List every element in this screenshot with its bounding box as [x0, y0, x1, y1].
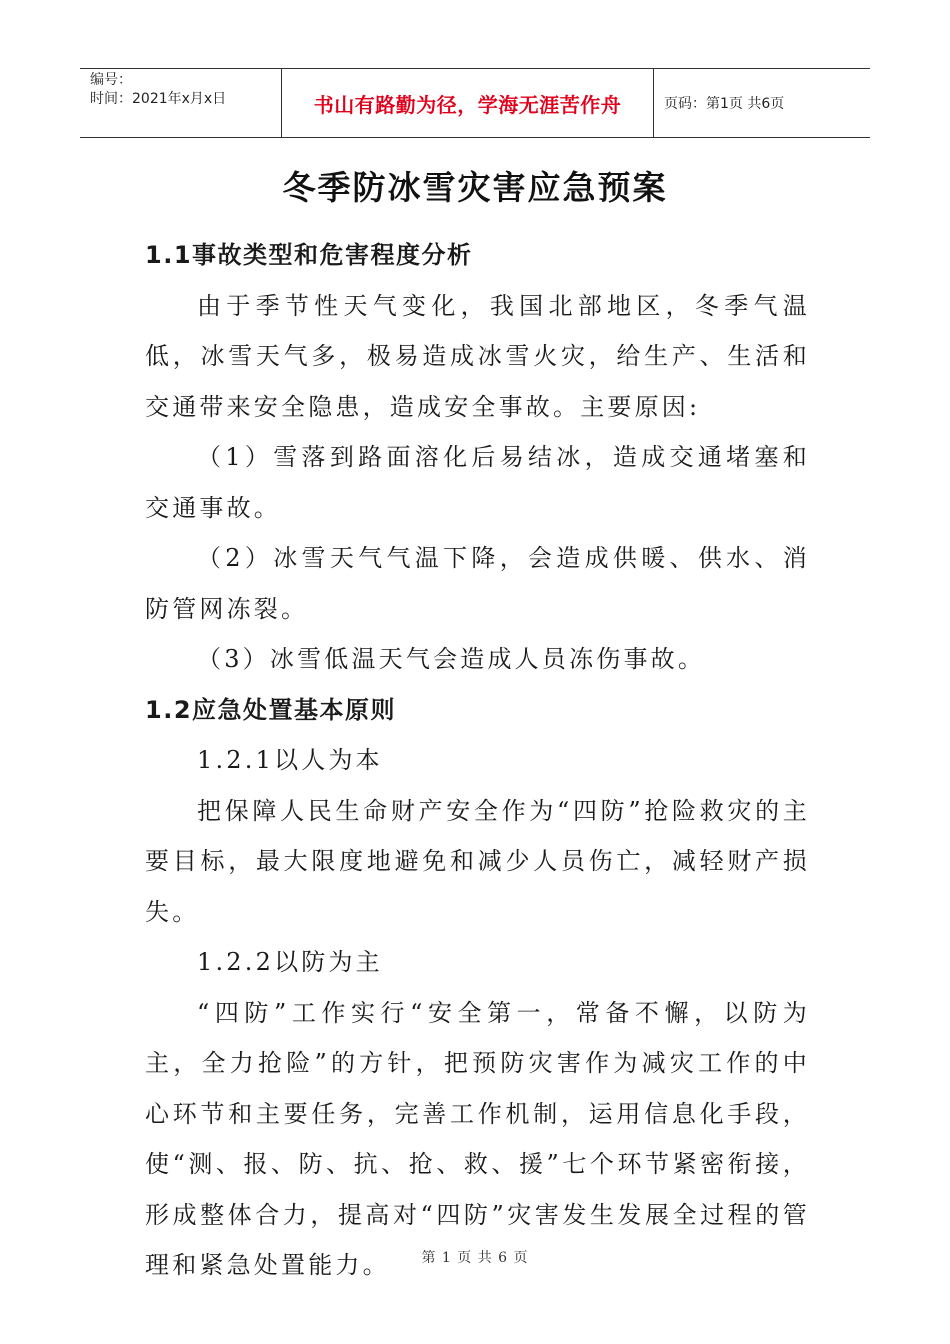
list-item: （1）雪落到路面溶化后易结冰，造成交通堵塞和交通事故。: [145, 443, 810, 522]
document-header: [80, 68, 870, 138]
document-title: 冬季防冰雪灾害应急预案: [282, 168, 668, 207]
body-paragraph: 把保障人民生命财产安全作为“四防”抢险救灾的主要目标，最大限度地避免和减少人员伤亡，减轻财产损失。: [145, 796, 810, 926]
document-body: [145, 230, 810, 1291]
list-item: （3）冰雪低温天气会造成人员冻伤事故。: [197, 645, 706, 673]
body-paragraph: “四防”工作实行“安全第一，常备不懈，以防为主，全力抢险”的方针，把预防灾害作为减灾工作的中心环节和主要任务，完善工作机制，运用信息化手段，使“测、报、防、抗、抢、救、援”七个环节紧密衔接，形成整体合力，提高对“四防”灾害发生发展全过程的管理和紧急处置能力。: [145, 998, 810, 1279]
section-heading: 1.2应急处置基本原则: [145, 695, 397, 724]
header-page-info: 页码：第1页 共6页: [664, 96, 785, 112]
body-paragraph: 由于季节性天气变化，我国北部地区，冬季气温低，冰雪天气多，极易造成冰雪火灾，给生产、生活和交通带来安全隐患，造成安全事故。主要原因:: [145, 291, 810, 421]
subsection-heading: 1.2.1以人为本: [197, 746, 383, 774]
document-number-label: 编号：: [90, 72, 132, 88]
document-date-label: 时间：2021年x月x日: [90, 91, 227, 107]
page-footer: 第 1 页 共 6 页: [421, 1250, 529, 1266]
subsection-heading: 1.2.2以防为主: [197, 948, 383, 976]
list-item: （2）冰雪天气气温下降，会造成供暖、供水、消防管网冻裂。: [145, 544, 810, 623]
header-motto: 书山有路勤为径，学海无涯苦作舟: [282, 69, 654, 137]
section-heading: 1.1事故类型和危害程度分析: [145, 241, 473, 269]
header-meta: [80, 69, 282, 137]
